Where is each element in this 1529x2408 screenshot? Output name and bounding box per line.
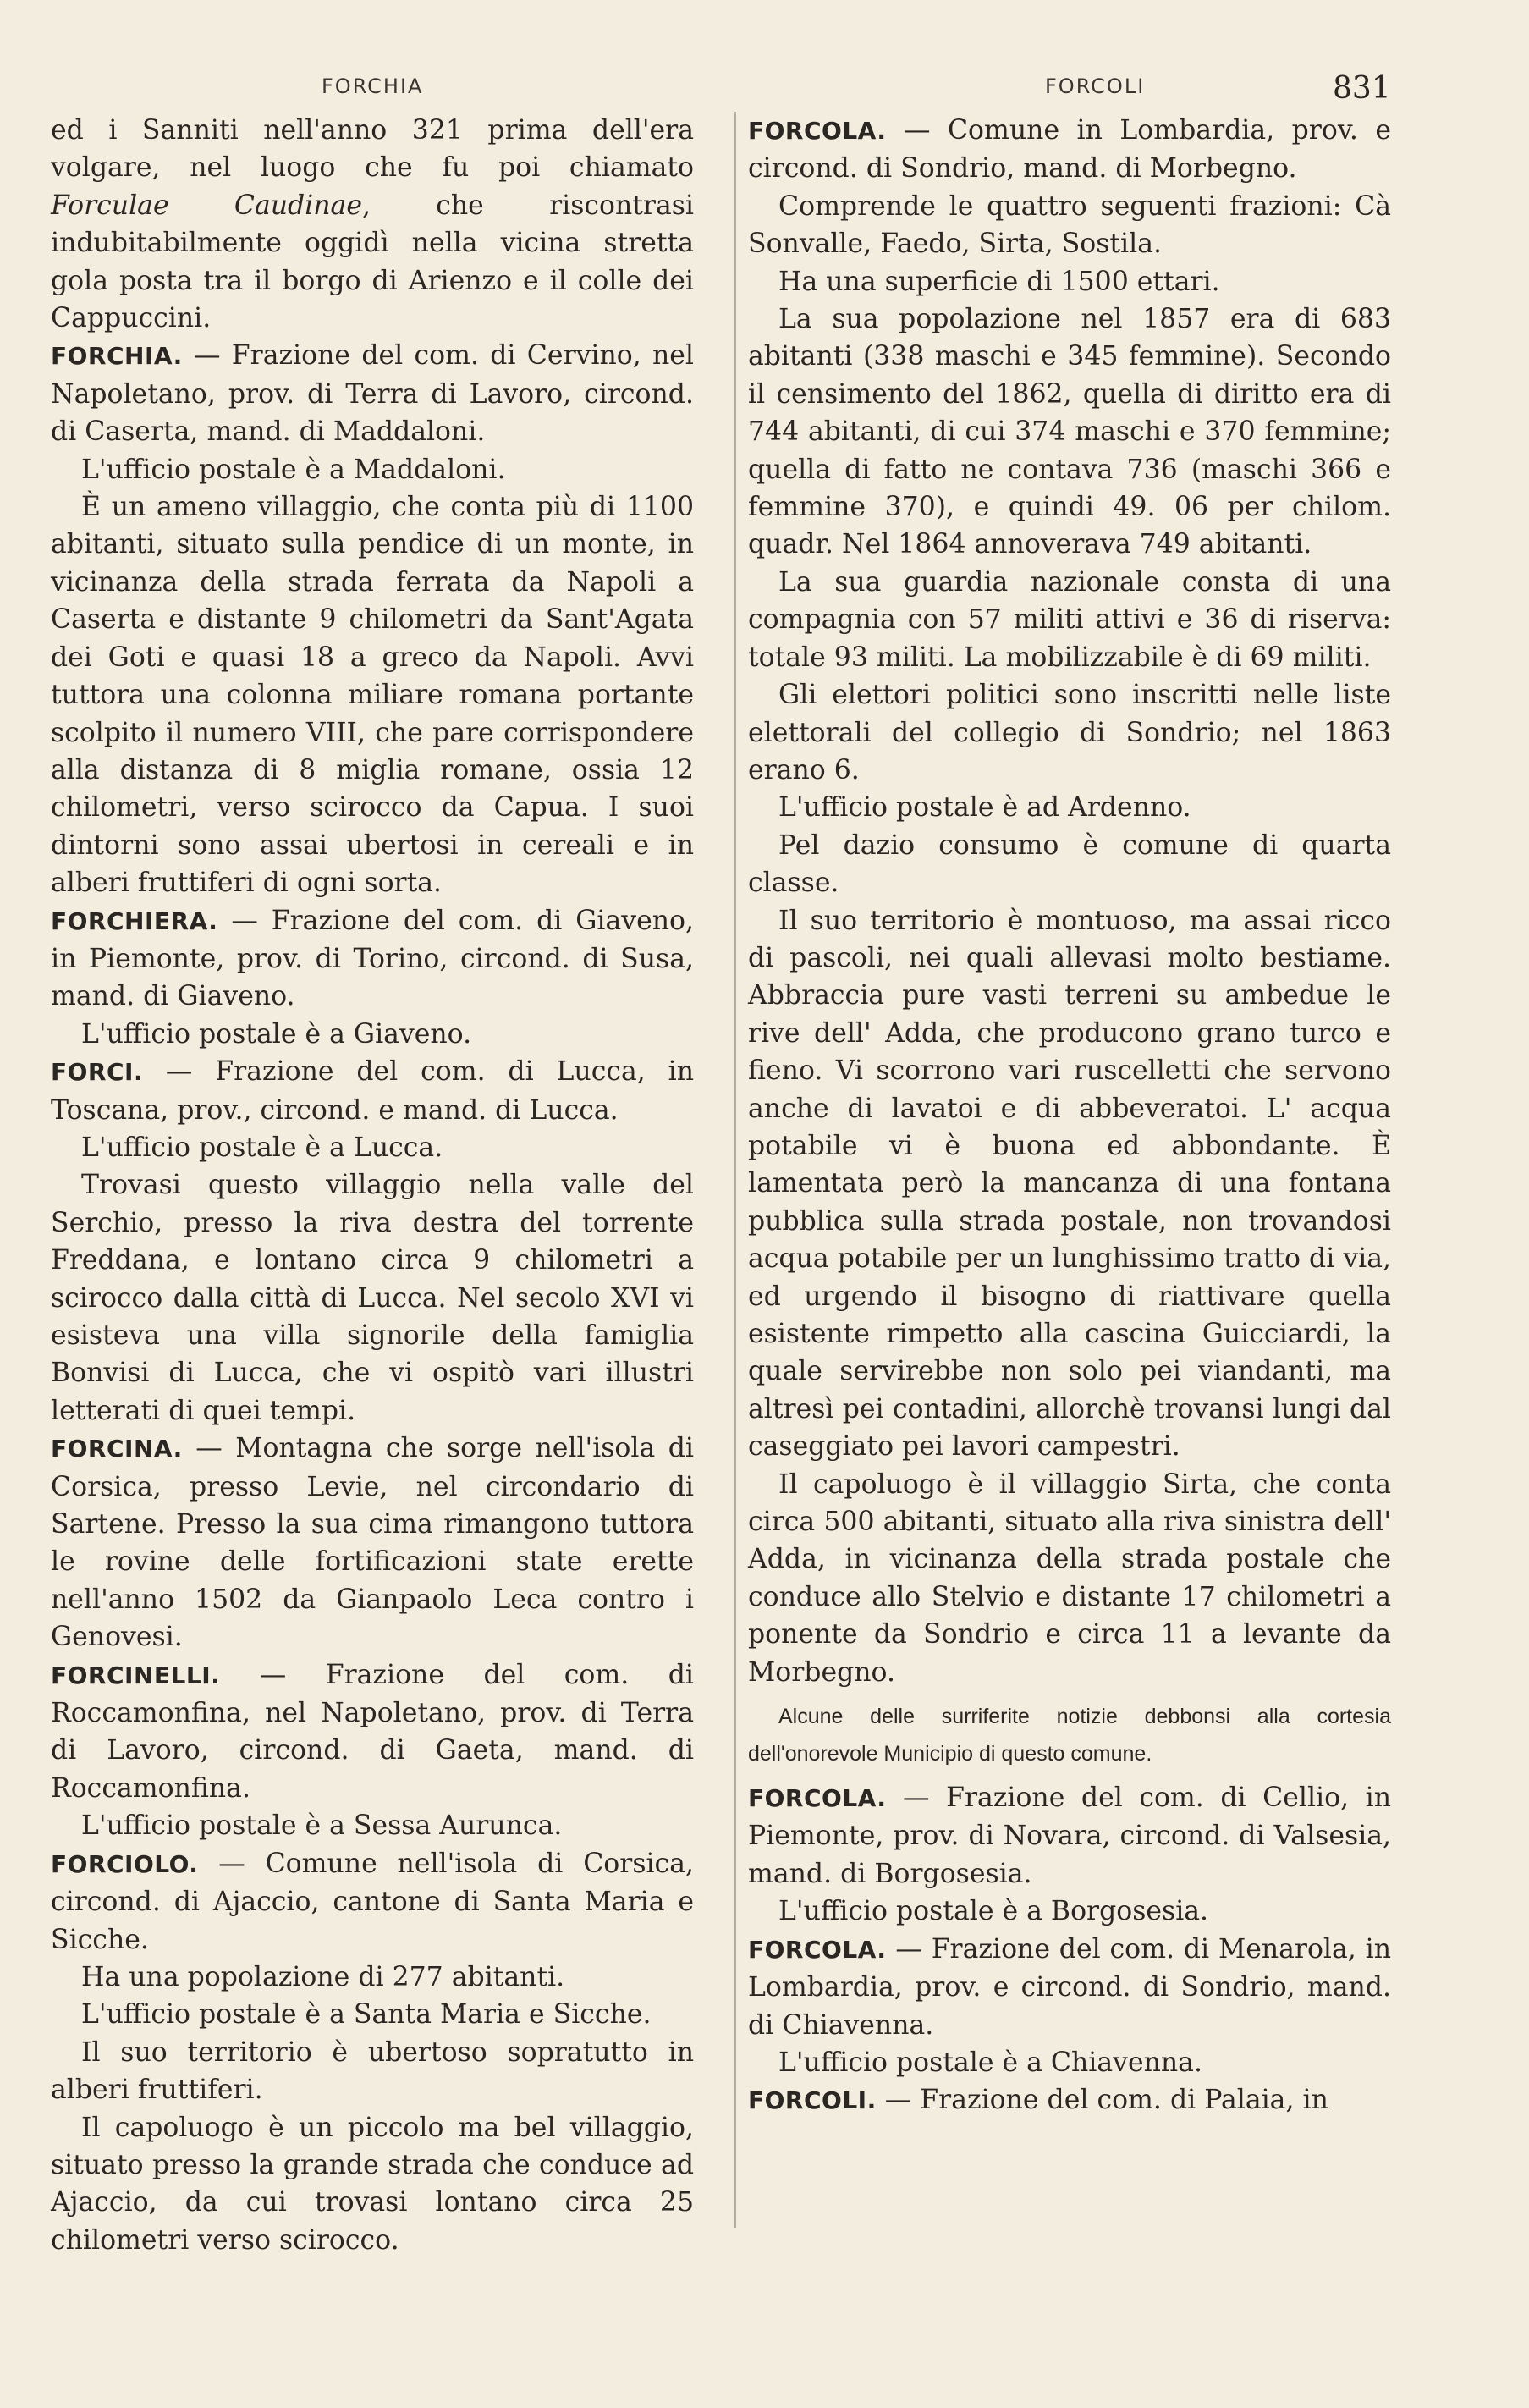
paragraph: L'ufficio postale è a Giaveno. (81, 1018, 472, 1050)
headword: FORCINA. (51, 1435, 183, 1463)
paragraph: L'ufficio postale è a Chiavenna. (778, 2047, 1202, 2078)
left-column (51, 112, 694, 2259)
paragraph: Il capoluogo è un piccolo ma bel villaggio, situato presso la grande strada che conduce ad Ajaccio, da cui trovasi lontano circa 25 chilometri verso scirocco. (51, 2112, 694, 2256)
column-divider (734, 112, 736, 2228)
paragraph: Comprende le quattro seguenti frazioni: Cà Sonvalle, Faedo, Sirta, Sostila. (748, 190, 1391, 260)
paragraph: È un ameno villaggio, che conta più di 1100 abitanti, situato sulla pendice di un monte, in vicinanza della strada ferrata da Napoli a Caserta e distante 9 chilometri da Sant'Agata dei Goti e quasi 18 a greco da Napoli. Avvi tuttora una colonna miliare romana portante scolpito il numero VIII, che pare corrispondere alla distanza di 8 miglia romane, ossia 12 chilometri, verso scirocco da Capua. I suoi dintorni sono assai ubertosi in cereali e in alberi fruttiferi di ogni sorta. (51, 492, 694, 899)
entry-forcina: FORCINA. — Montagna che sorge nell'isola di Corsica, presso Levie, nel circondario di Sartene. Presso la sua cima rimangono tuttora le rovine delle fortificazioni state erette nell'anno 1502 da Gianpaolo Leca contro i Genovesi. (51, 1433, 694, 1653)
paragraph: La sua guardia nazionale consta di una compagnia con 57 militi attivi e 36 di riserva: totale 93 militi. La mobilizzabile è di 69 militi. (748, 566, 1391, 673)
right-column (748, 112, 1391, 2120)
headword: FORCHIA. (51, 342, 183, 371)
headword: FORCHIERA. (51, 906, 218, 935)
entry-forcola-cellio: FORCOLA. — Frazione del com. di Cellio, in Piemonte, prov. di Novara, circond. di Valsesia, mand. di Borgosesia. (748, 1783, 1391, 1889)
paragraph: L'ufficio postale è ad Ardenno. (778, 792, 1191, 824)
paragraph: La sua popolazione nel 1857 era di 683 abitanti (338 maschi e 345 femmine). Secondo il censimento del 1862, quella di diritto era di 744 abitanti, di cui 374 maschi e 370 femmine; quella di fatto ne contava 736 (maschi 366 e femmine 370), e quindi 49. 06 per chilom. quadr. Nel 1864 annoverava 749 abitanti. (748, 304, 1391, 560)
entry-forcinelli: FORCINELLI. — Frazione del com. di Roccamonfina, nel Napoletano, prov. di Terra di Lavoro, circond. di Gaeta, mand. di Roccamonfina. (51, 1659, 694, 1804)
headword: FORCOLA. (748, 1935, 887, 1964)
headword: FORCOLA. (748, 1784, 887, 1813)
paragraph: L'ufficio postale è a Lucca. (81, 1132, 443, 1163)
headword: FORCOLI. (748, 2086, 877, 2115)
paragraph: Ha una popolazione di 277 abitanti. (81, 1961, 565, 1992)
headword: FORCOLA. (748, 117, 887, 145)
page-number: 831 (1333, 71, 1391, 106)
entry-forcoli: FORCOLI. — Frazione del com. di Palaia, in (748, 2085, 1328, 2116)
headword: FORCI. (51, 1058, 144, 1087)
running-head-left: FORCHIA (322, 74, 424, 98)
paragraph: Ha una superficie di 1500 ettari. (778, 266, 1220, 297)
paragraph: Trovasi questo villaggio nella valle del Serchio, presso la riva destra del torrente Freddana, e lontano circa 9 chilometri a scirocco dalla città di Lucca. Nel secolo XVI vi esisteva una villa signorile della famiglia Bonvisi di Lucca, che vi ospitò vari illustri letterati di quei tempi. (51, 1170, 694, 1426)
entry-forci: FORCI. — Frazione del com. di Lucca, in Toscana, prov., circond. e mand. di Lucca. (51, 1056, 694, 1126)
paragraph: Gli elettori politici sono inscritti nelle liste elettorali del collegio di Sondrio; nel 1863 erano 6. (748, 680, 1391, 785)
paragraph: L'ufficio postale è a Sessa Aurunca. (81, 1810, 563, 1842)
entry-forciolo: FORCIOLO. — Comune nell'isola di Corsica, circond. di Ajaccio, cantone di Santa Maria e Sicche. (51, 1848, 694, 1955)
entry-forcola-menarola: FORCOLA. — Frazione del com. di Menarola, in Lombardia, prov. e circond. di Sondrio, mand. di Chiavenna. (748, 1933, 1391, 2041)
headword: FORCINELLI. (51, 1661, 221, 1689)
entry-forchiera: FORCHIERA. — Frazione del com. di Giaveno, in Piemonte, prov. di Torino, circond. di Susa, mand. di Giaveno. (51, 905, 694, 1012)
paragraph: L'ufficio postale è a Santa Maria e Sicche. (81, 1999, 652, 2031)
entry-forcola-sondrio: FORCOLA. — Comune in Lombardia, prov. e circond. di Sondrio, mand. di Morbegno. (748, 115, 1391, 185)
paragraph: Pel dazio consumo è comune di quarta classe. (748, 829, 1391, 899)
running-head-right: FORCOLI (1045, 74, 1146, 98)
entry-forchia: FORCHIA. — Frazione del com. di Cervino, nel Napoletano, prov. di Terra di Lavoro, circond. di Caserta, mand. di Maddaloni. (51, 340, 694, 448)
paragraph: Il capoluogo è il villaggio Sirta, che conta circa 500 abitanti, situato alla riva sinistra dell' Adda, in vicinanza della strada postale che conduce allo Stelvio e distante 17 chilometri a ponente da Sondrio e circa 11 a levante da Morbegno. (748, 1468, 1391, 1688)
paragraph: Il suo territorio è montuoso, ma assai ricco di pascoli, nei quali allevasi molto bestiame. Abbraccia pure vasti terreni su ambedue le rive dell' Adda, che producono grano turco e fieno. Vi scorrono vari ruscelletti che servono anche di lavatoi e di abbeveratoi. L' acqua potabile vi è buona ed abbondante. È lamentata però la mancanza di una fontana pubblica sulla strada postale, non trovandosi acqua potabile per un lunghissimo tratto di via, ed urgendo il bisogno di riattivare quella esistente rimpetto alla cascina Guicciardi, la quale servirebbe non solo pei viandanti, ma altresì pei contadini, allorchè trovansi lungi dal caseggiato pei lavori campestri. (748, 905, 1391, 1463)
paragraph: Il suo territorio è ubertoso sopratutto in alberi fruttiferi. (51, 2036, 694, 2106)
headword: FORCIOLO. (51, 1849, 199, 1878)
paragraph: L'ufficio postale è a Maddaloni. (81, 454, 506, 485)
entry-continuation: ed i Sanniti nell'anno 321 prima dell'era volgare, nel luogo che fu poi chiamato Forculae Caudinae, che riscontrasi indubitabilmente oggidì nella vicina stretta gola posta tra il borgo di Arienzo e il colle dei Cappuccini. (51, 115, 694, 334)
footnote-acknowledgement: Alcune delle surriferite notizie debbonsi alla cortesia dell'onorevole Municipio di questo comune. (748, 1705, 1391, 1766)
paragraph: L'ufficio postale è a Borgosesia. (778, 1896, 1209, 1927)
